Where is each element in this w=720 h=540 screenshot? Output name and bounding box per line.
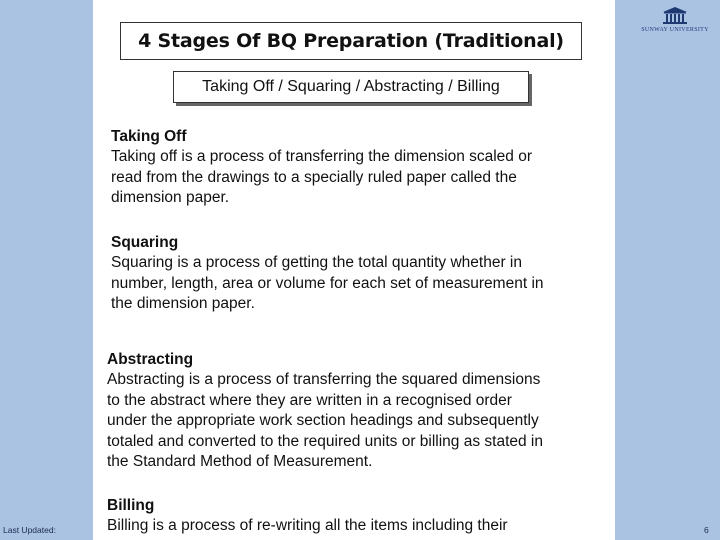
section-taking-off bbox=[111, 127, 532, 209]
section-body bbox=[111, 253, 544, 315]
building-icon bbox=[660, 6, 690, 26]
section-body bbox=[107, 370, 543, 473]
last-updated-label: Last Updated: bbox=[3, 525, 56, 535]
body-line: to the abstract where they are written in a recognised order bbox=[107, 391, 512, 409]
body-line: Squaring is a process of getting the total quantity whether in bbox=[111, 254, 522, 271]
slide-subtitle: Taking Off / Squaring / Abstracting / Billing bbox=[173, 71, 529, 103]
section-heading: Taking Off bbox=[111, 128, 187, 145]
body-line: Taking off is a process of transferring the dimension scaled or bbox=[111, 148, 533, 165]
section-heading: Abstracting bbox=[107, 351, 194, 368]
section-body bbox=[107, 516, 508, 537]
slide-page bbox=[93, 0, 615, 540]
page-number: 6 bbox=[704, 525, 709, 535]
body-line: totaled and converted to the required units or billing as stated in bbox=[107, 432, 543, 450]
logo-text: SUNWAY UNIVERSITY bbox=[641, 27, 709, 33]
body-line: the dimension paper. bbox=[111, 295, 255, 312]
body-line: the Standard Method of Measurement. bbox=[107, 453, 373, 470]
section-heading: Squaring bbox=[111, 234, 179, 251]
university-logo bbox=[638, 6, 712, 38]
section-squaring bbox=[111, 233, 544, 315]
body-line: under the appropriate work section headings and subsequently bbox=[107, 412, 539, 429]
section-billing bbox=[107, 496, 508, 537]
body-line: number, length, area or volume for each set of measurement in bbox=[111, 274, 544, 292]
section-body bbox=[111, 147, 532, 209]
section-heading: Billing bbox=[107, 497, 155, 514]
body-line: Abstracting is a process of transferring the squared dimensions bbox=[107, 371, 541, 388]
body-line: read from the drawings to a specially ruled paper called the bbox=[111, 168, 517, 186]
section-abstracting bbox=[107, 350, 543, 473]
body-line: Billing is a process of re-writing all the items including their bbox=[107, 517, 508, 534]
slide-title: 4 Stages Of BQ Preparation (Traditional) bbox=[120, 22, 582, 60]
body-line: dimension paper. bbox=[111, 189, 230, 206]
